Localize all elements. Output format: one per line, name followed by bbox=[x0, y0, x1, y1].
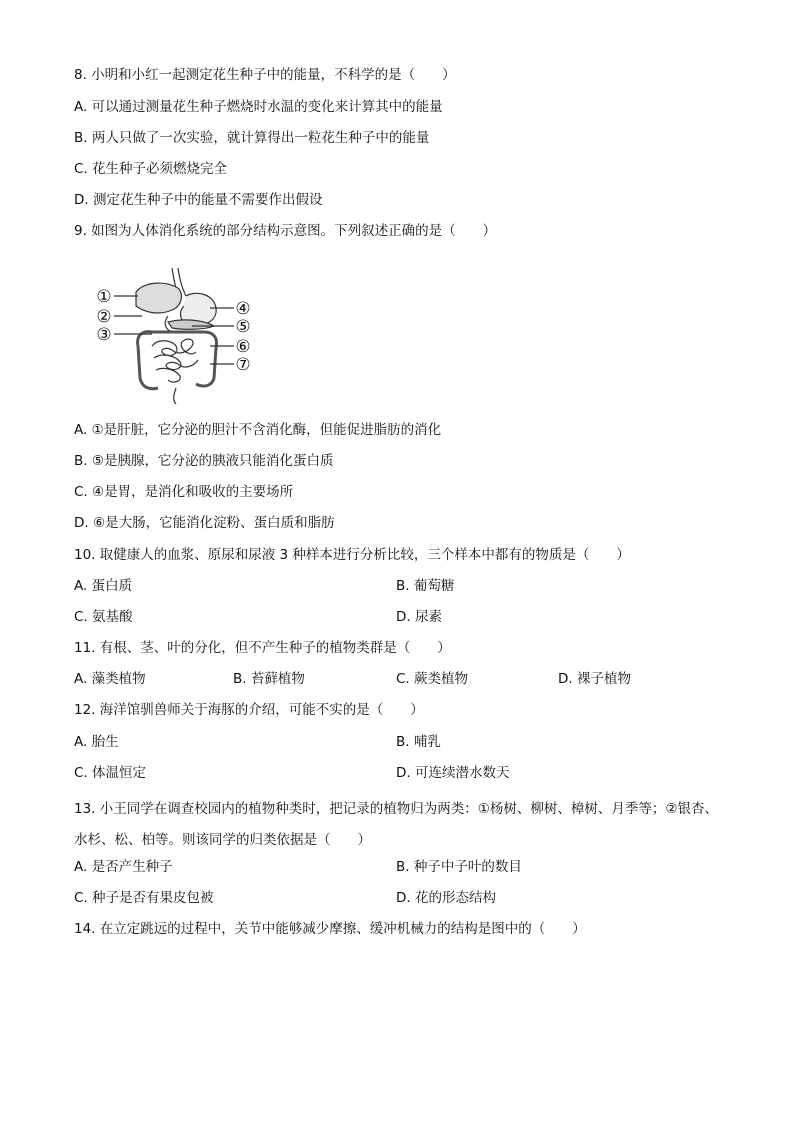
q13-stem: 13. 小王同学在调查校园内的植物种类时，把记录的植物归为两类：①杨树、柳树、樟树、月季等；②银杏、水杉、松、柏等。则该同学的归类依据是（ ） bbox=[74, 801, 718, 848]
q9-option-a: A. ①是肝脏，它分泌的胆汁不含消化酶，但能促进脂肪的消化 bbox=[74, 422, 442, 438]
q11-option-c: C. 蕨类植物 bbox=[396, 671, 469, 687]
q8-option-c: C. 花生种子必须燃烧完全 bbox=[74, 161, 228, 177]
q10-option-d: D. 尿素 bbox=[396, 609, 442, 625]
q12-option-a: A. 胎生 bbox=[74, 734, 119, 750]
label-3: ③ bbox=[96, 325, 112, 345]
q8-option-b: B. 两人只做了一次实验，就计算得出一粒花生种子中的能量 bbox=[74, 130, 430, 146]
q11-option-b: B. 苔藓植物 bbox=[233, 671, 305, 687]
label-7: ⑦ bbox=[235, 355, 251, 375]
q13-option-c: C. 种子是否有果皮包被 bbox=[74, 890, 214, 906]
q13-option-a: A. 是否产生种子 bbox=[74, 859, 173, 875]
q9-option-d: D. ⑥是大肠，它能消化淀粉、蛋白质和脂肪 bbox=[74, 515, 335, 531]
label-2: ② bbox=[96, 307, 112, 327]
q8-option-d: D. 测定花生种子中的能量不需要作出假设 bbox=[74, 192, 323, 208]
q12-option-d: D. 可连续潜水数天 bbox=[396, 765, 510, 781]
label-6: ⑥ bbox=[235, 337, 251, 357]
q10-option-c: C. 氨基酸 bbox=[74, 609, 133, 625]
label-1: ① bbox=[96, 287, 112, 307]
label-5: ⑤ bbox=[235, 317, 251, 337]
q8-stem: 8. 小明和小红一起测定花生种子中的能量，不科学的是（ ） bbox=[74, 67, 456, 83]
q10-option-b: B. 葡萄糖 bbox=[396, 578, 455, 594]
q10-option-a: A. 蛋白质 bbox=[74, 578, 133, 594]
q11-stem: 11. 有根、茎、叶的分化，但不产生种子的植物类群是（ ） bbox=[74, 640, 451, 656]
q11-option-a: A. 藻类植物 bbox=[74, 671, 146, 687]
q10-stem: 10. 取健康人的血浆、原尿和尿液 3 种样本进行分析比较，三个样本中都有的物质是（ ） bbox=[74, 547, 630, 563]
q14-stem: 14. 在立定跳远的过程中，关节中能够减少摩擦、缓冲机械力的结构是图中的（ ） bbox=[74, 921, 586, 937]
label-4: ④ bbox=[235, 299, 251, 319]
q13-option-b: B. 种子中子叶的数目 bbox=[396, 859, 522, 875]
q11-option-d: D. 裸子植物 bbox=[558, 671, 631, 687]
q12-option-c: C. 体温恒定 bbox=[74, 765, 147, 781]
digestive-system-diagram bbox=[92, 266, 262, 406]
q13-option-d: D. 花的形态结构 bbox=[396, 890, 496, 906]
q12-stem: 12. 海洋馆驯兽师关于海豚的介绍，可能不实的是（ ） bbox=[74, 702, 424, 718]
q9-option-c: C. ④是胃，是消化和吸收的主要场所 bbox=[74, 484, 294, 500]
q12-option-b: B. 哺乳 bbox=[396, 734, 441, 750]
q9-stem: 9. 如图为人体消化系统的部分结构示意图。下列叙述正确的是（ ） bbox=[74, 223, 497, 239]
q8-option-a: A. 可以通过测量花生种子燃烧时水温的变化来计算其中的能量 bbox=[74, 99, 443, 115]
q9-option-b: B. ⑤是胰腺，它分泌的胰液只能消化蛋白质 bbox=[74, 453, 334, 469]
